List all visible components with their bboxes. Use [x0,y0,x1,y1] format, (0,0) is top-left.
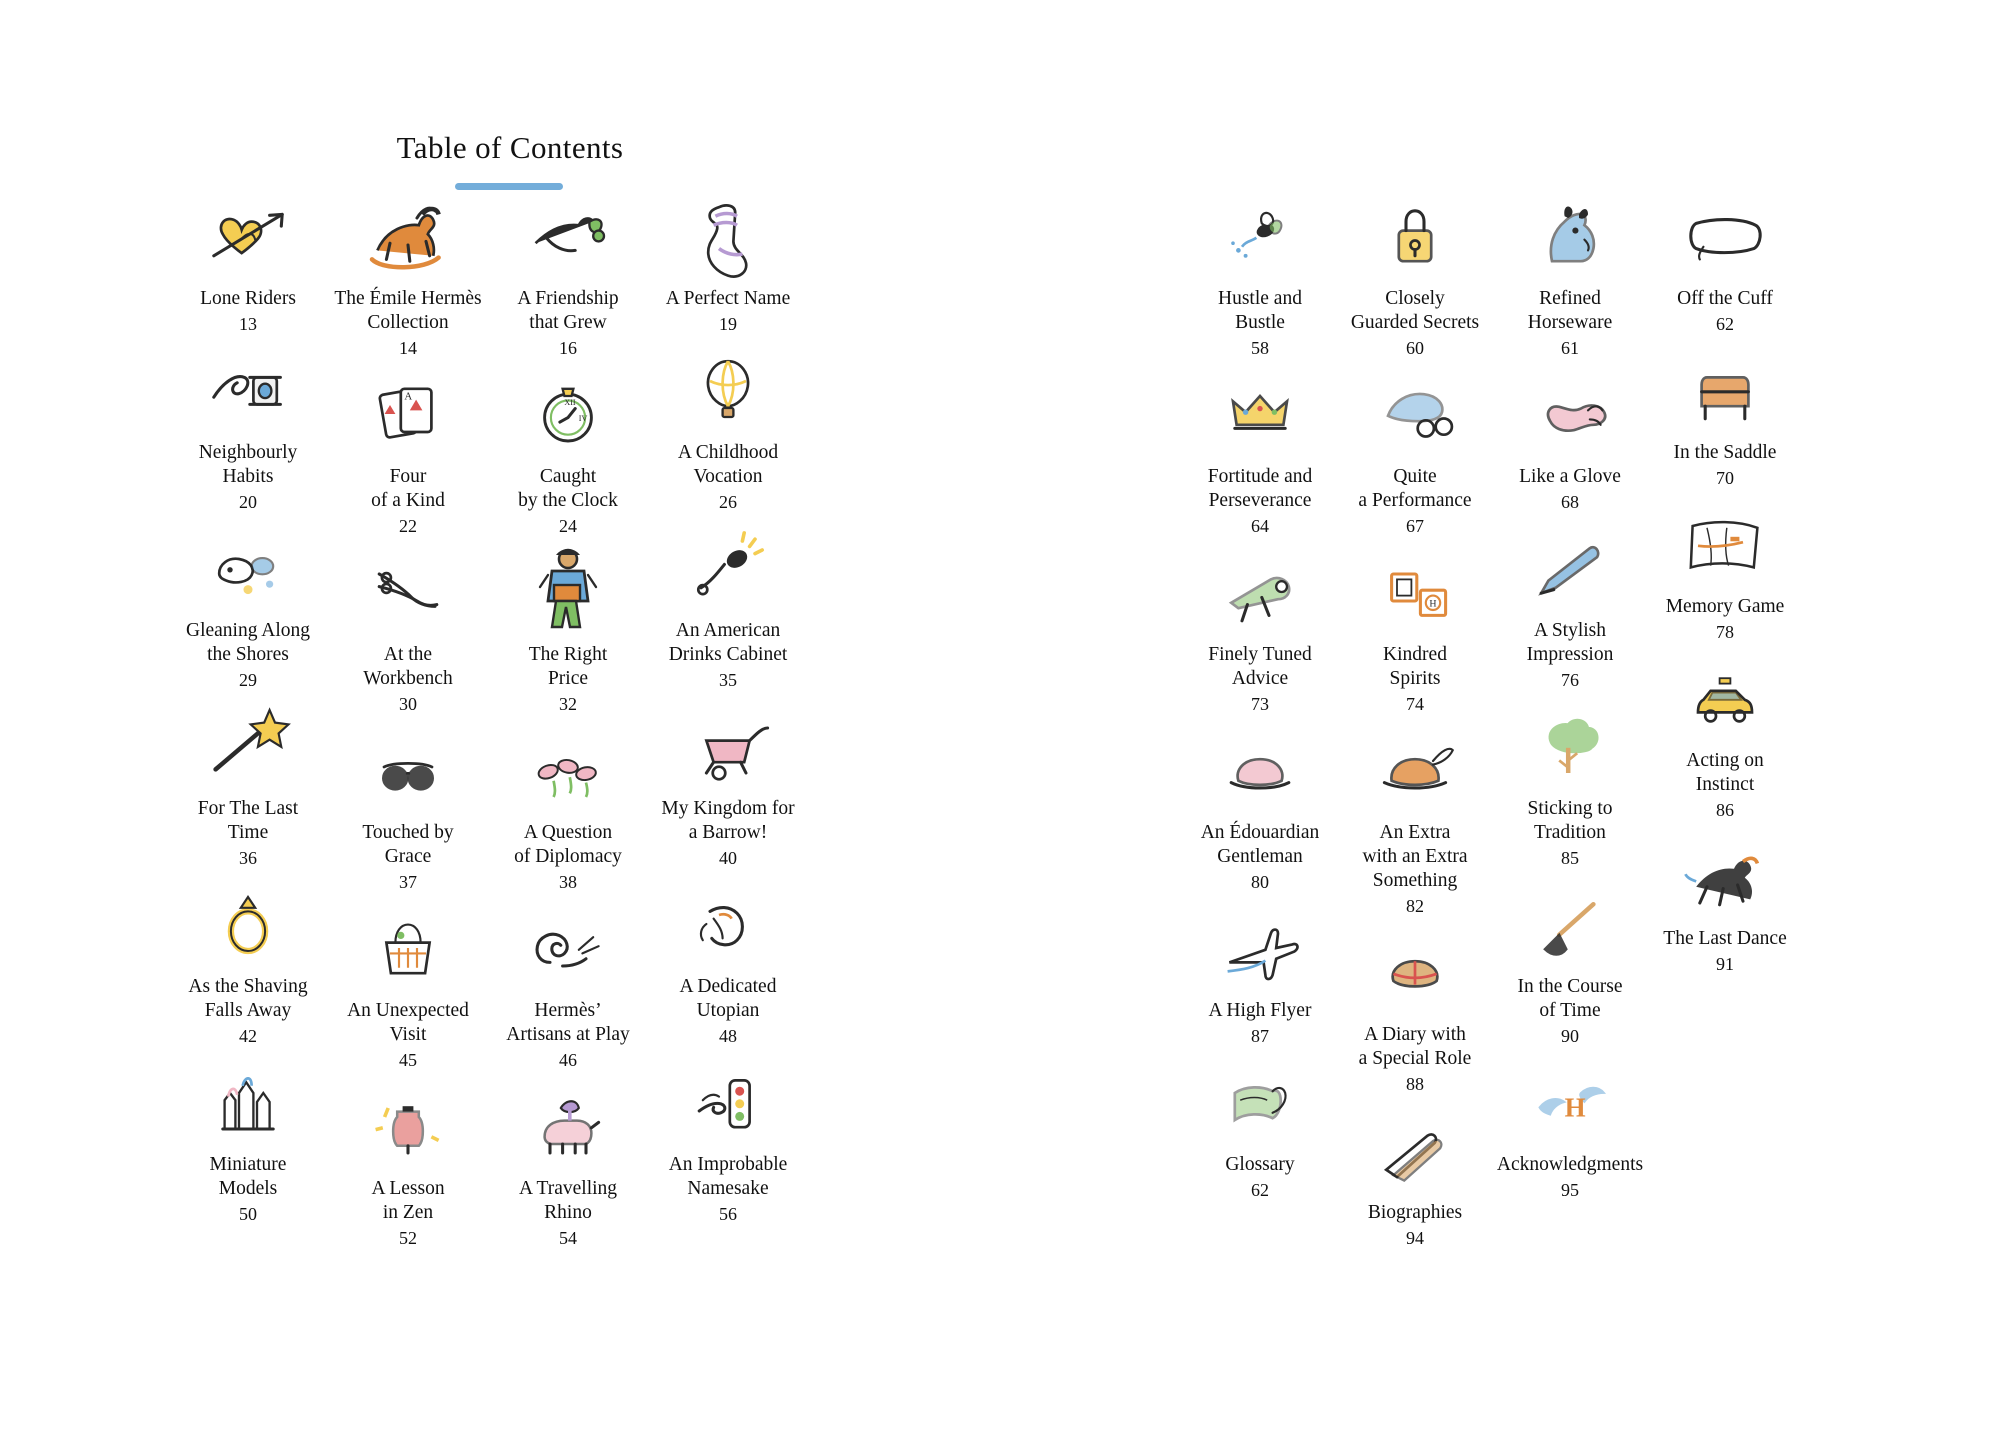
toc-entry-title: Caught by the Clock [518,466,618,511]
airplane-icon [1180,907,1340,993]
toc-entry-title: A Childhood Vocation [677,442,779,487]
toc-entry-page: 32 [559,694,577,714]
pens-icon [1335,1109,1495,1195]
castle-icon [168,1061,328,1147]
toc-entry-page: 86 [1716,800,1734,820]
traffic-light-hand-icon [648,1061,808,1147]
magic-wand-icon [168,705,328,791]
toc-entry[interactable] [1490,705,1650,869]
toc-entry-page: 52 [399,1228,417,1248]
toc-entry-title: At the Workbench [363,644,453,689]
svg-text:IV: IV [578,414,588,424]
toc-entry-title: Biographies [1367,1202,1463,1223]
svg-text:H: H [1564,1092,1586,1123]
auctioneer-icon [488,551,648,637]
toc-entry[interactable] [1645,835,1805,975]
svg-text:A: A [404,390,413,403]
picture-frames-icon [1335,551,1495,637]
toc-entry[interactable] [1335,1109,1495,1249]
toc-entry-title: Four of a Kind [371,466,445,511]
toc-entry-title: A Stylish Impression [1526,620,1614,665]
toc-entry[interactable] [1335,931,1495,1095]
toc-entry-page: 14 [399,338,417,358]
rocking-horse-icon [328,195,488,281]
toc-entry[interactable] [488,729,648,893]
toc-entry-title: Hermès’ Artisans at Play [506,1000,630,1045]
toc-entry-page: 76 [1561,670,1579,690]
toc-entry[interactable] [1335,551,1495,715]
toc-entry-title: Miniature Models [209,1154,287,1199]
cuff-icon [1645,195,1805,281]
crown-icon [1180,373,1340,459]
toc-entry-title: An Édouardian Gentleman [1200,822,1320,867]
pencil-icon [1490,527,1650,613]
toc-entry[interactable] [1180,729,1340,893]
bowler-hat-icon [1180,729,1340,815]
toc-entry[interactable] [168,883,328,1047]
toc-entry-title: A Friendship that Grew [517,288,619,333]
toc-entry-page: 68 [1561,492,1579,512]
toc-entry[interactable] [1335,195,1495,359]
toc-entry[interactable] [168,527,328,691]
toc-entry-page: 24 [559,516,577,536]
toc-entry-title: A Lesson in Zen [371,1178,445,1223]
toc-entry[interactable] [488,551,648,715]
toc-entry[interactable] [328,551,488,715]
winged-h-icon [1490,1061,1650,1147]
hand-scroll-icon [648,883,808,969]
toc-entry-title: The Right Price [528,644,608,689]
horse-head-icon [1490,195,1650,281]
toc-entry-page: 94 [1406,1228,1424,1248]
toc-entry-page: 73 [1251,694,1269,714]
toc-entry[interactable] [648,349,808,513]
title-underline-rule [455,183,563,190]
toc-entry-page: 20 [239,492,257,512]
toc-entry[interactable] [328,907,488,1071]
toc-entry-page: 64 [1251,516,1269,536]
toc-entry-title: Closely Guarded Secrets [1350,288,1480,333]
toc-entry-title: Finely Tuned Advice [1208,644,1312,689]
toc-entry-title: Neighbourly Habits [198,442,298,487]
toc-entry[interactable] [1335,729,1495,917]
snail-icon [488,907,648,993]
toc-entry-page: 45 [399,1050,417,1070]
sock-icon [648,195,808,281]
toc-entry[interactable] [648,195,808,335]
toc-entry-page: 80 [1251,872,1269,892]
toc-entry-title: As the Shaving Falls Away [188,976,308,1021]
toc-entry[interactable] [648,883,808,1047]
toc-entry-title: Gleaning Along the Shores [185,620,311,665]
toc-entry-page: 42 [239,1026,257,1046]
petals-icon [488,729,648,815]
pliers-icon [328,551,488,637]
toc-entry-title: Hustle and Bustle [1218,288,1302,333]
toc-entry-title: Acting on Instinct [1686,750,1764,795]
toc-entry-page: 82 [1406,896,1424,916]
shopping-basket-icon [328,907,488,993]
toc-entry-page: 26 [719,492,737,512]
thread-spool-icon [168,349,328,435]
toc-entry[interactable] [1335,373,1495,537]
toc-entry-title: Sticking to Tradition [1527,798,1613,843]
toc-entry-page: 54 [559,1228,577,1248]
toc-entry[interactable] [1180,373,1340,537]
toc-entry[interactable] [648,1061,808,1225]
galloping-horse-icon [1645,835,1805,921]
toc-entry-title: Off the Cuff [1677,288,1773,309]
toc-entry-title: An Extra with an Extra Something [1362,822,1468,891]
toc-entry-page: 87 [1251,1026,1269,1046]
toc-entry[interactable] [1180,551,1340,715]
toc-entry[interactable] [328,729,488,893]
toc-entry[interactable] [648,705,808,869]
map-icon [1645,503,1805,589]
toc-entry-title: Memory Game [1665,596,1785,617]
toc-entry-page: 95 [1561,1180,1579,1200]
book-icon [1180,1061,1340,1147]
taxi-icon [1645,657,1805,743]
toc-entry[interactable] [488,373,648,537]
toc-entry-page: 16 [559,338,577,358]
toc-entry-page: 36 [239,848,257,868]
toc-entry-title: In the Course of Time [1517,976,1623,1021]
toc-entry-title: Touched by Grace [362,822,454,867]
toc-entry-page: 85 [1561,848,1579,868]
toc-entry-page: 35 [719,670,737,690]
toc-entry-page: 62 [1716,314,1734,334]
toc-entry-page: 56 [719,1204,737,1224]
toc-entry-page: 48 [719,1026,737,1046]
toc-entry-page: 74 [1406,694,1424,714]
toc-entry-title: A Travelling Rhino [518,1178,618,1223]
toc-entry-title: Quite a Performance [1358,466,1472,511]
playing-cards-icon [328,373,488,459]
toc-entry[interactable] [1645,349,1805,489]
toc-entry[interactable] [168,705,328,869]
feather-hat-icon [1335,729,1495,815]
toc-entry-title: A Question of Diplomacy [514,822,622,867]
sunglasses-icon [328,729,488,815]
toc-entry-page: 30 [399,694,417,714]
toc-entry[interactable] [1490,373,1650,513]
toc-entry[interactable] [1490,195,1650,359]
toc-entry-page: 88 [1406,1074,1424,1094]
toc-entry-title: An Unexpected Visit [347,1000,469,1045]
toc-entry[interactable] [648,527,808,691]
toc-entry[interactable] [168,349,328,513]
toc-entry[interactable] [328,1085,488,1249]
pebbles-icon [168,527,328,613]
toc-entry-page: 19 [719,314,737,334]
toc-entry-title: Fortitude and Perseverance [1207,466,1313,511]
tied-parcel-icon [1335,931,1495,1017]
toc-entry[interactable] [328,195,488,359]
toc-entry[interactable] [1180,1061,1340,1201]
toc-entry-page: 67 [1406,516,1424,536]
toc-entry[interactable] [488,1085,648,1249]
toc-entry-title: A Dedicated Utopian [679,976,777,1021]
toc-entry-title: The Émile Hermès Collection [334,288,482,333]
toc-entry-page: 29 [239,670,257,690]
toc-entry-title: For The Last Time [197,798,299,843]
pocket-watch-icon [488,373,648,459]
toc-entry[interactable] [1645,657,1805,821]
cocktail-shaker-icon [648,527,808,613]
toc-entry-title: A Perfect Name [665,288,791,309]
toc-entry-page: 60 [1406,338,1424,358]
toc-entry-title: My Kingdom for a Barrow! [661,798,795,843]
toc-entry[interactable] [1490,883,1650,1047]
toc-entry-page: 91 [1716,954,1734,974]
tree-icon [1490,705,1650,791]
toc-entry-title: Acknowledgments [1496,1154,1644,1175]
toc-entry-title: In the Saddle [1673,442,1777,463]
lantern-icon [328,1085,488,1171]
toc-entry[interactable] [488,907,648,1071]
toc-entry-title: Lone Riders [200,288,296,309]
toc-entry-page: 40 [719,848,737,868]
toc-entry-title: Glossary [1225,1154,1295,1175]
toc-entry[interactable] [1645,503,1805,643]
toc-entry-page: 13 [239,314,257,334]
hat-glasses-icon [1335,373,1495,459]
toc-entry-page: 78 [1716,622,1734,642]
toc-entry-page: 38 [559,872,577,892]
toc-entry[interactable] [1490,1061,1650,1201]
toc-entry[interactable] [488,195,648,359]
toc-entry-page: 37 [399,872,417,892]
toc-entry-page: 70 [1716,468,1734,488]
hot-air-balloon-icon [648,349,808,435]
glove-icon [1490,373,1650,459]
ring-icon [168,883,328,969]
toc-entry-page: 58 [1251,338,1269,358]
toc-entry-title: Kindred Spirits [1383,644,1447,689]
toc-entry-page: 90 [1561,1026,1579,1046]
toc-entry-title: An Improbable Namesake [668,1154,788,1199]
svg-text:XII: XII [564,398,576,407]
toc-entry[interactable] [1180,907,1340,1047]
page-title: Table of Contents [396,130,624,165]
toc-entry-page: 22 [399,516,417,536]
broom-icon [1490,883,1650,969]
toc-entry-page: 50 [239,1204,257,1224]
toc-entry-title: A High Flyer [1208,1000,1312,1021]
wheelbarrow-icon [648,705,808,791]
svg-text:H: H [1429,598,1437,610]
toc-entry[interactable] [1645,195,1805,335]
toc-entry[interactable] [328,373,488,537]
toc-entry-page: 62 [1251,1180,1269,1200]
toc-entry[interactable] [1490,527,1650,691]
toc-entry[interactable] [168,1061,328,1225]
armchair-icon [1645,349,1805,435]
bee-icon [1180,195,1340,281]
toc-entry[interactable] [1180,195,1340,359]
toc-entry-page: 46 [559,1050,577,1070]
heart-arrow-icon [168,195,328,281]
toc-entry-title: Like a Glove [1519,466,1621,487]
toc-entry-title: An American Drinks Cabinet [668,620,788,665]
toc-entry-page: 61 [1561,338,1579,358]
toc-entry-title: A Diary with a Special Role [1358,1024,1472,1069]
toc-entry-title: The Last Dance [1663,928,1787,949]
bird-leaf-icon [488,195,648,281]
padlock-icon [1335,195,1495,281]
gift-rhino-icon [488,1085,648,1171]
toc-entry[interactable] [168,195,328,335]
toc-entry-title: Refined Horseware [1527,288,1613,333]
telescope-icon [1180,551,1340,637]
